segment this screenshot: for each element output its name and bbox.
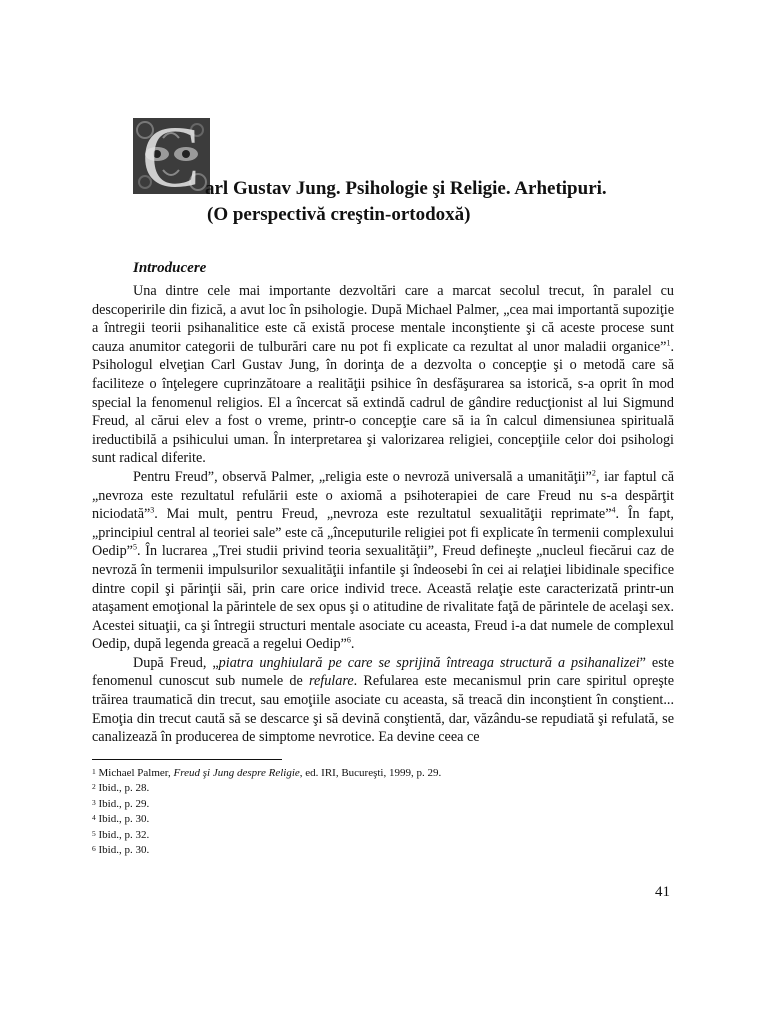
chapter-title xyxy=(205,176,675,228)
footnote-4 xyxy=(92,812,652,827)
section-heading: Introducere xyxy=(133,260,207,276)
paragraph-text: . Psihologul elveţian Carl Gustav Jung, în dorinţa de a dezvolta o concepţie şi o metodă care să faciliteze o înţelegere cuprinzătoare a realităţii psihice în desfăşurarea sa istorică, s-a oprit în mod special la fenomenul religios. El a încercat să extindă cadrul de gândire reducţionist al lui Sigmund Freud, al cărui elev a fost o vreme, printr-o concepţie care să ia în calcul dimensiunea spirituală ireductibilă a psihicului uman. În interpretarea şi valorizarea religiei, concepţiile celor doi psihologi sunt radical diferite. xyxy=(92,338,674,467)
italic-term: refulare xyxy=(308,673,354,690)
ornamental-drop-cap xyxy=(133,118,210,194)
paragraph-text: . Mai mult, pentru Freud, „nevroza este rezultatul sexualităţii reprimate” xyxy=(154,506,612,523)
paragraph-3 xyxy=(92,654,674,747)
footnote-text: Ibid., p. 30. xyxy=(95,813,150,826)
footnote-text: , ed. IRI, Bucureşti, 1999, p. 29. xyxy=(299,767,442,779)
paragraph-1 xyxy=(92,282,674,468)
italic-quote: piatra unghiulară pe care se sprijină întreaga structură a psihanalizei xyxy=(218,654,640,671)
footnote-number: 5 xyxy=(92,828,96,838)
footnotes xyxy=(92,766,652,858)
footnote-book-title: Freud şi Jung despre Religie xyxy=(173,767,300,779)
footnote-ref[interactable]: 4 xyxy=(611,505,616,515)
paragraph-text: Una dintre cele mai importante dezvoltări care a marcat secolul trecut, în paralel cu descoperirile din fizică, a avut loc în psihologie. După Michael Palmer, „cea mai importantă supoziţie a întregii teorii psihanalitice este că există procese mentale inconştiente şi că aceste procese sunt cauza anumitor categorii de tulburări care nu pot fi explicate ca rezultat al unor maladii organice” xyxy=(92,283,674,355)
paragraph-text: ” este fenomenul cunoscut sub numele de xyxy=(92,654,674,690)
footnote-ref[interactable]: 1 xyxy=(666,338,671,348)
footnote-6 xyxy=(92,843,652,858)
footnote-3 xyxy=(92,797,652,812)
paragraph-2 xyxy=(92,468,674,654)
paragraph-text: După Freud, „ xyxy=(133,654,219,671)
footnote-number: 3 xyxy=(92,797,96,807)
footnote-2 xyxy=(92,781,652,796)
footnote-5 xyxy=(92,828,652,843)
footnote-ref[interactable]: 5 xyxy=(132,542,137,552)
footnote-text: Ibid., p. 29. xyxy=(95,797,150,810)
title-line-1: arl Gustav Jung. Psihologie şi Religie. Arhetipuri. xyxy=(205,178,607,199)
paragraph-text: Pentru Freud”, observă Palmer, „religia este o nevroză universală a umanităţii” xyxy=(133,468,592,485)
footnote-1 xyxy=(92,766,652,781)
footnote-ref[interactable]: 3 xyxy=(150,505,155,515)
footnote-separator xyxy=(92,759,282,760)
footnote-number: 1 xyxy=(92,767,96,776)
paragraph-text: . În fapt, „principiul central al teoriei sale” este că „începuturile religiei pot fi explicate în termenii complexului Oedip” xyxy=(92,506,674,560)
paragraph-text: . În lucrarea „Trei studii privind teoria sexualităţii”, Freud defineşte „nucleul fiecărui caz de nevroză în termenii impulsurilor sexualităţii infantile şi îndeosebi în cei ai relaţiei libidinale specifice dintre copil şi părinţii săi, prin care orice individ trece. Această relaţie este caracterizată printr-un ataşament emoţional la părintele de sex opus şi o atitudine de rivalitate faţă de părintele de acelaşi sex. Acestei situaţii, ca şi întregii structuri mentale asociate cu aceasta, Freud i-a dat numele de complexul Oedip, după legenda greacă a regelui Oedip” xyxy=(92,543,674,653)
ornament-eye-icon xyxy=(133,118,210,194)
paragraph-text: . xyxy=(350,636,355,653)
page-number: 41 xyxy=(655,884,670,900)
footnote-text: Ibid., p. 28. xyxy=(95,782,150,795)
footnote-text: Ibid., p. 30. xyxy=(95,844,150,857)
footnote-text: Ibid., p. 32. xyxy=(95,828,150,841)
body-text xyxy=(92,282,674,747)
paragraph-text: , iar faptul că „nevroza este rezultatul refulării este o axiomă a psihoterapiei de care Freud nu s-a despărţit niciodată” xyxy=(92,468,674,523)
footnote-number: 6 xyxy=(92,844,96,854)
paragraph-text: . Refularea este mecanismul prin care spiritul opreşte trăirea traumatică din trecut, sau emoţiile asociate cu aceasta, să treacă din inconştient în conştient... Emoţia din trecut caută să se descarce şi să devină conştientă, dar, văzându-se repudiată şi refulată, se canalizează în producerea de simptome nevrotice. Ea devine ceea ce xyxy=(92,673,674,746)
footnote-text: Michael Palmer, xyxy=(95,767,174,779)
footnote-ref[interactable]: 6 xyxy=(346,635,351,645)
footnote-number: 4 xyxy=(92,813,96,823)
drop-cap-letter: C xyxy=(141,118,201,194)
footnote-number: 2 xyxy=(92,782,96,792)
title-line-2: (O perspectivă creştin-ortodoxă) xyxy=(207,204,471,225)
footnote-ref[interactable]: 2 xyxy=(591,468,596,478)
